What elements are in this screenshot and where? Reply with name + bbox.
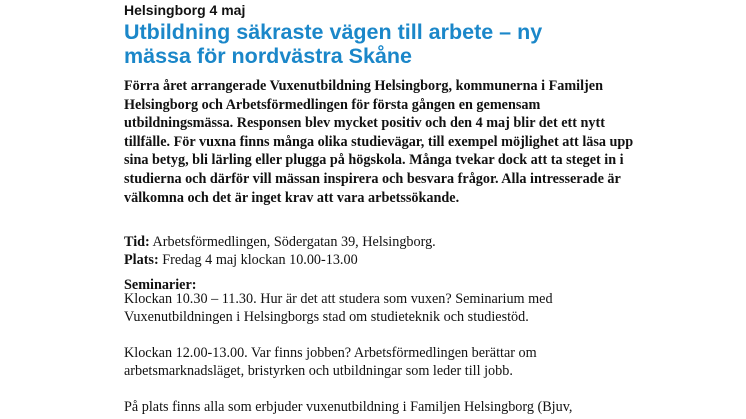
- closing-paragraph: På plats finns alla som erbjuder vuxenutbildning i Familjen Helsingborg (Bjuv,: [124, 399, 573, 415]
- place-line: [124, 251, 358, 269]
- place-value: Fredag 4 maj klockan 10.00-13.00: [162, 252, 358, 268]
- time-label: Tid:: [124, 234, 150, 250]
- seminar-item: Klockan 12.00-13.00. Var finns jobben? Arbetsförmedlingen berättar om arbetsmarknadsläget, bristyrken och utbildningar som leder till jobb.: [124, 345, 537, 379]
- seminars-heading: Seminarier:: [124, 277, 197, 293]
- seminar-item: Klockan 10.30 – 11.30. Hur är det att studera som vuxen? Seminarium med Vuxenutbildningen i Helsingborgs stad om studieteknik och studiestöd.: [124, 291, 553, 325]
- press-release-page: [124, 0, 724, 419]
- dateline: Helsingborg 4 maj: [124, 2, 246, 18]
- lead-paragraph: Förra året arrangerade Vuxenutbildning Helsingborg, kommunerna i Familjen Helsingborg och Arbetsförmedlingen för första gången en gemensam utbildningsmässa. Responsen blev mycket positiv och den 4 maj blir det ett nytt tillfälle. För vuxna finns många olika studievägar, till exempel möjlighet att läsa upp sina betyg, bli lärling eller plugga på högskola. Många tvekar dock att ta steget in i studierna och därför vill mässan inspirera och besvara frågor. Alla intresserade är välkomna och det är inget krav att vara arbetssökande.: [124, 78, 634, 206]
- time-line: [124, 233, 436, 251]
- headline: Utbildning säkraste vägen till arbete – ny mässa för nordvästra Skåne: [124, 20, 543, 68]
- time-value: Arbetsförmedlingen, Södergatan 39, Helsingborg.: [152, 234, 436, 250]
- place-label: Plats:: [124, 252, 159, 268]
